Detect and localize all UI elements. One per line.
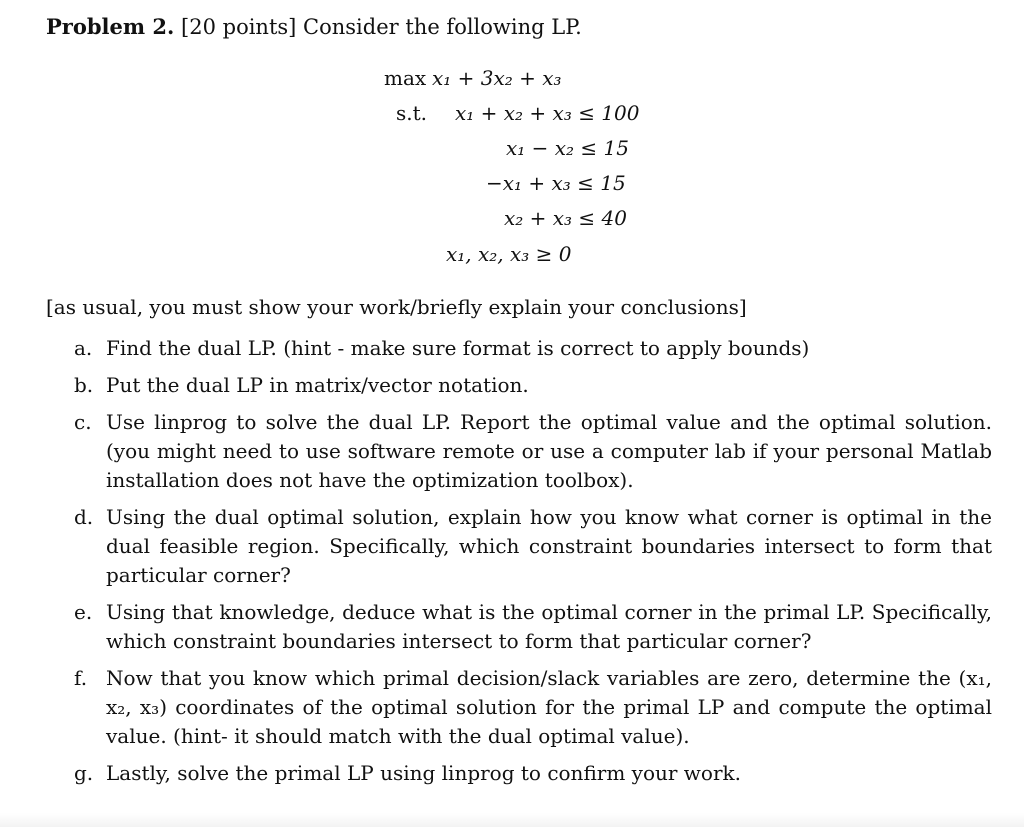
item-text: Find the dual LP. (hint - make sure format is correct to apply bounds) bbox=[106, 336, 810, 360]
item-text: Put the dual LP in matrix/vector notation. bbox=[106, 373, 529, 397]
item-letter: b. bbox=[74, 373, 94, 397]
item-text: Using the dual optimal solution, explain how you know what corner is optimal in the dual feasible region. Specifically, which constraint boundaries intersect to form that particular corner? bbox=[106, 505, 992, 587]
nonnegativity-constraint: x₁, x₂, x₃ ≥ 0 bbox=[446, 242, 572, 266]
constraint-3: −x₁ + x₃ ≤ 15 bbox=[486, 171, 626, 195]
item-letter: d. bbox=[74, 505, 94, 529]
constraint-2: x₁ − x₂ ≤ 15 bbox=[506, 136, 629, 160]
problem-points: [20 points] bbox=[181, 15, 297, 39]
item-letter: f. bbox=[74, 666, 88, 690]
list-item bbox=[74, 371, 992, 400]
list-item bbox=[74, 759, 992, 788]
problem-label: Problem 2. bbox=[46, 14, 175, 39]
item-text: Use linprog to solve the dual LP. Report the optimal value and the optimal solution. (you might need to use software remote or use a computer lab if your personal Matlab installation does not have the optimization toolbox). bbox=[106, 410, 992, 492]
problem-intro: Consider the following LP. bbox=[303, 15, 582, 39]
list-item bbox=[74, 503, 992, 590]
item-text: Using that knowledge, deduce what is the optimal corner in the primal LP. Specifically, which constraint boundaries intersect to form that particular corner? bbox=[106, 600, 992, 653]
constraint-4: x₂ + x₃ ≤ 40 bbox=[504, 206, 627, 230]
objective-keyword: max bbox=[384, 66, 427, 90]
objective-function: x₁ + 3x₂ + x₃ bbox=[432, 66, 562, 90]
list-item bbox=[74, 598, 992, 656]
problem-heading bbox=[46, 14, 582, 39]
subject-to-keyword: s.t. bbox=[396, 101, 428, 125]
item-letter: g. bbox=[74, 761, 94, 785]
list-item bbox=[74, 334, 992, 363]
item-letter: e. bbox=[74, 600, 93, 624]
constraint-1: x₁ + x₂ + x₃ ≤ 100 bbox=[455, 101, 640, 125]
page-bottom-shade bbox=[0, 813, 1024, 827]
item-letter: c. bbox=[74, 410, 92, 434]
parts-list bbox=[74, 334, 992, 796]
instructions-note: [as usual, you must show your work/briefly explain your conclusions] bbox=[46, 295, 747, 319]
item-letter: a. bbox=[74, 336, 93, 360]
item-text: Lastly, solve the primal LP using linprog to confirm your work. bbox=[106, 761, 741, 785]
list-item bbox=[74, 408, 992, 495]
item-text: Now that you know which primal decision/slack variables are zero, determine the (x₁, x₂, x₃) coordinates of the optimal solution for the primal LP and compute the optimal value. (hint- it should match with the dual optimal value). bbox=[106, 666, 992, 748]
list-item bbox=[74, 664, 992, 751]
